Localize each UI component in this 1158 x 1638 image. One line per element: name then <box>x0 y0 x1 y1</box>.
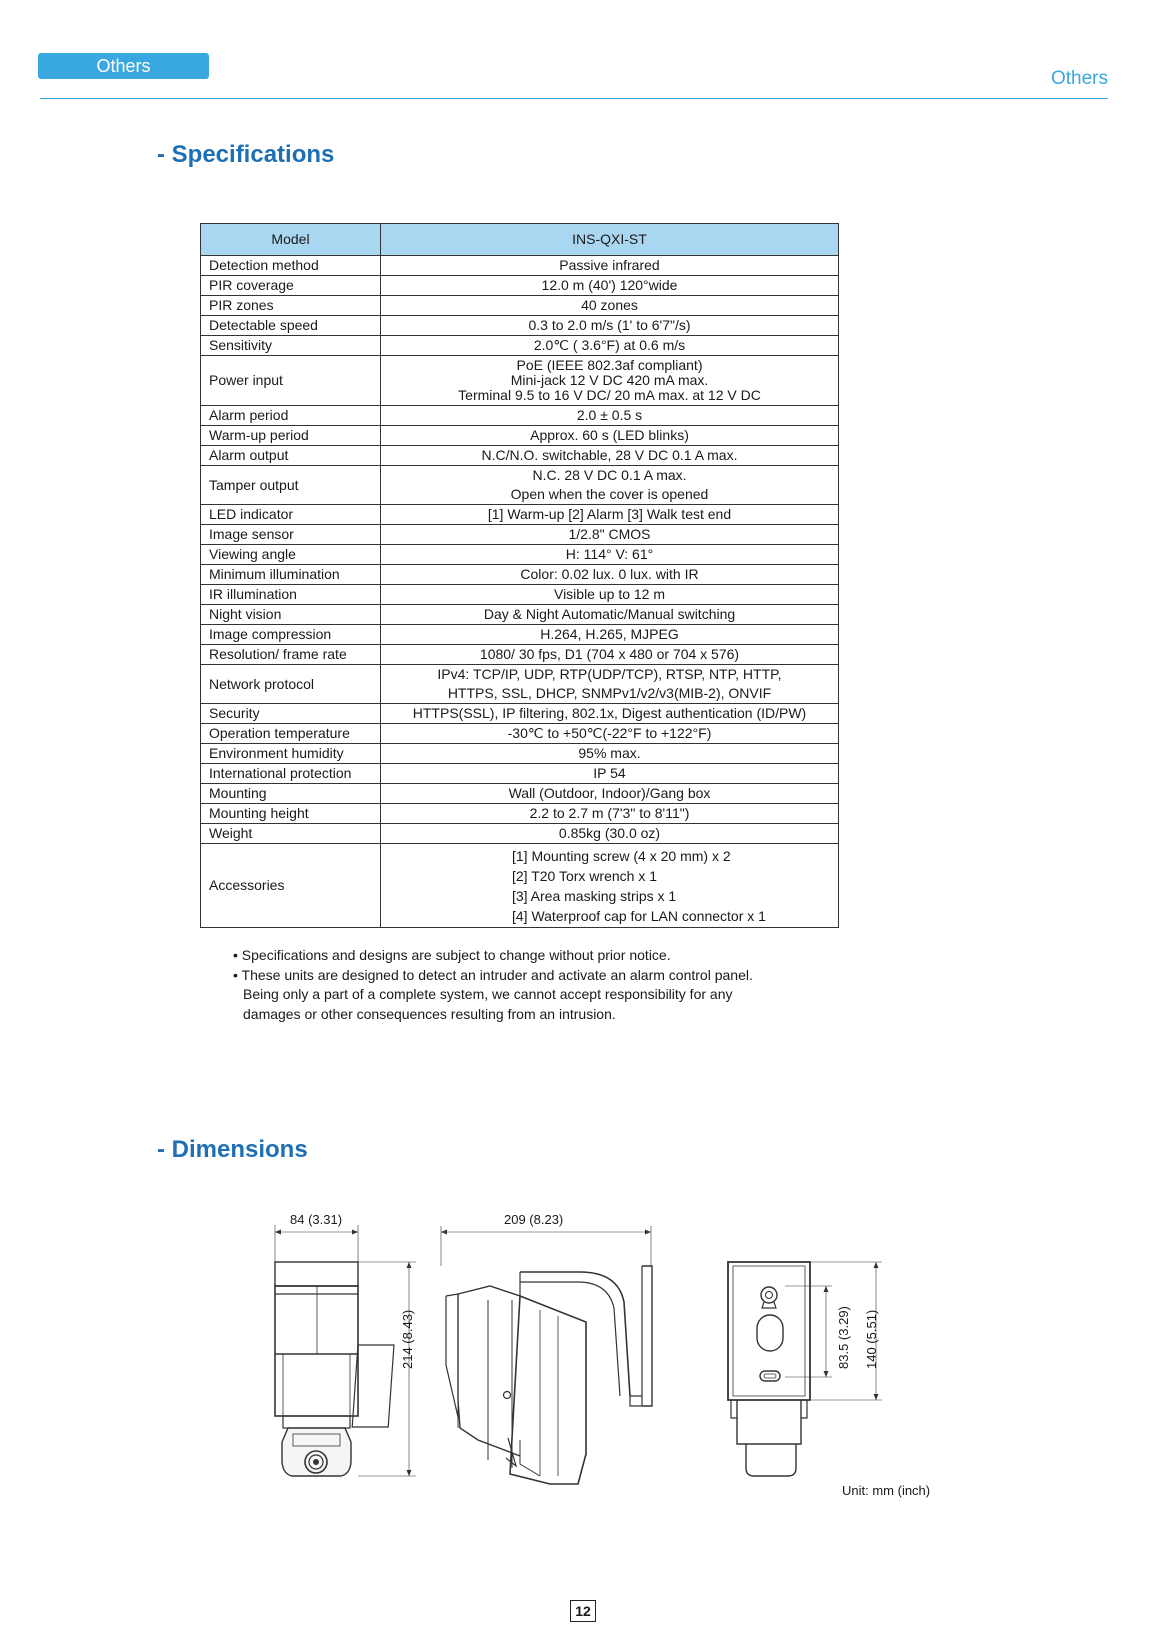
spec-value: IP 54 <box>381 764 839 784</box>
spec-label: Detectable speed <box>201 316 381 336</box>
spec-label: Alarm period <box>201 406 381 426</box>
spec-value: Passive infrared <box>381 256 839 276</box>
spec-label: Operation temperature <box>201 724 381 744</box>
spec-value: 12.0 m (40') 120°wide <box>381 276 839 296</box>
spec-value-line: IPv4: TCP/IP, UDP, RTP(UDP/TCP), RTSP, NTP, HTTP, <box>437 666 782 682</box>
spec-label: Security <box>201 704 381 724</box>
spec-value-line: Terminal 9.5 to 16 V DC/ 20 mA max. at 12 V DC <box>458 387 761 403</box>
spec-value: 2.2 to 2.7 m (7'3" to 8'11") <box>381 804 839 824</box>
spec-value: 2.0 ± 0.5 s <box>381 406 839 426</box>
page-number: 12 <box>570 1600 596 1622</box>
spec-value-line: [2] T20 Torx wrench x 1 <box>512 867 657 884</box>
spec-value-line: N.C. 28 V DC 0.1 A max. <box>532 467 687 483</box>
specifications-title: - Specifications <box>157 141 335 168</box>
front-height-dimension: 214 (8.43) <box>400 1309 415 1369</box>
spec-label: PIR coverage <box>201 276 381 296</box>
spec-value: Day & Night Automatic/Manual switching <box>381 605 839 625</box>
spec-label: Resolution/ frame rate <box>201 645 381 665</box>
spec-value: H: 114° V: 61° <box>381 545 839 565</box>
back-height-dimension: 140 (5.51) <box>864 1309 879 1369</box>
spec-label: Viewing angle <box>201 545 381 565</box>
spec-label: LED indicator <box>201 505 381 525</box>
note-line: Being only a part of a complete system, we cannot accept responsibility for any <box>243 986 733 1002</box>
side-view-drawing <box>352 1226 652 1484</box>
spec-header-model-value: INS-QXI-ST <box>381 224 839 256</box>
note-line: damages or other consequences resulting from an intrusion. <box>243 1005 616 1022</box>
spec-value: 0.3 to 2.0 m/s (1' to 6'7"/s) <box>381 316 839 336</box>
spec-value: [1] Warm-up [2] Alarm [3] Walk test end <box>381 505 839 525</box>
spec-label: Mounting <box>201 784 381 804</box>
front-width-dimension: 84 (3.31) <box>290 1212 343 1227</box>
spec-value: 1080/ 30 fps, D1 (704 x 480 or 704 x 576) <box>381 645 839 665</box>
spec-value: Color: 0.02 lux. 0 lux. with IR <box>381 565 839 585</box>
spec-label: IR illumination <box>201 585 381 605</box>
spec-value: H.264, H.265, MJPEG <box>381 625 839 645</box>
spec-value: N.C/N.O. switchable, 28 V DC 0.1 A max. <box>381 446 839 466</box>
spec-value: 40 zones <box>381 296 839 316</box>
spec-header-model: Model <box>201 224 381 256</box>
spec-label: Image compression <box>201 625 381 645</box>
dimensions-title: - Dimensions <box>157 1136 308 1163</box>
spec-value: HTTPS(SSL), IP filtering, 802.1x, Digest authentication (ID/PW) <box>381 704 839 724</box>
back-view-drawing <box>728 1262 882 1476</box>
spec-value: Visible up to 12 m <box>381 585 839 605</box>
spec-label: Power input <box>201 356 381 406</box>
spec-label: Network protocol <box>201 665 381 704</box>
spec-label: Detection method <box>201 256 381 276</box>
spec-value-line: HTTPS, SSL, DHCP, SNMPv1/v2/v3(MIB-2), ONVIF <box>447 685 772 701</box>
spec-label: Warm-up period <box>201 426 381 446</box>
spec-value-line: Open when the cover is opened <box>510 486 709 502</box>
spec-label: PIR zones <box>201 296 381 316</box>
spec-label: Mounting height <box>201 804 381 824</box>
spec-value: Wall (Outdoor, Indoor)/Gang box <box>381 784 839 804</box>
spec-value-line: PoE (IEEE 802.3af compliant) <box>516 357 703 373</box>
spec-label: Weight <box>201 824 381 844</box>
spec-value-line: Mini-jack 12 V DC 420 mA max. <box>510 372 709 388</box>
back-hole-spacing-dimension: 83.5 (3.29) <box>836 1306 851 1369</box>
spec-label: Environment humidity <box>201 744 381 764</box>
header-tab-badge: Others <box>38 53 209 79</box>
spec-label: International protection <box>201 764 381 784</box>
note-line: • These units are designed to detect an intruder and activate an alarm control panel. <box>233 966 753 983</box>
header-section-label: Others <box>1050 68 1108 89</box>
spec-label: Image sensor <box>201 525 381 545</box>
spec-value-line: [3] Area masking strips x 1 <box>512 887 677 904</box>
spec-label: Tamper output <box>201 466 381 505</box>
spec-value: 0.85kg (30.0 oz) <box>381 824 839 844</box>
spec-value: 2.0℃ ( 3.6°F) at 0.6 m/s <box>381 336 839 356</box>
spec-label: Minimum illumination <box>201 565 381 585</box>
front-view-drawing <box>275 1225 416 1476</box>
spec-value: 1/2.8" CMOS <box>381 525 839 545</box>
spec-value-line: [4] Waterproof cap for LAN connector x 1 <box>512 907 766 924</box>
note-line: • Specifications and designs are subject to change without prior notice. <box>233 947 671 963</box>
spec-label: Sensitivity <box>201 336 381 356</box>
spec-label: Night vision <box>201 605 381 625</box>
spec-value: 95% max. <box>381 744 839 764</box>
side-width-dimension: 209 (8.23) <box>504 1212 564 1227</box>
spec-value-line: [1] Mounting screw (4 x 20 mm) x 2 <box>512 847 731 864</box>
spec-label: Accessories <box>201 844 381 928</box>
spec-label: Alarm output <box>201 446 381 466</box>
spec-value: -30℃ to +50℃(-22°F to +122°F) <box>381 724 839 744</box>
spec-value: Approx. 60 s (LED blinks) <box>381 426 839 446</box>
unit-note: Unit: mm (inch) <box>842 1483 931 1498</box>
